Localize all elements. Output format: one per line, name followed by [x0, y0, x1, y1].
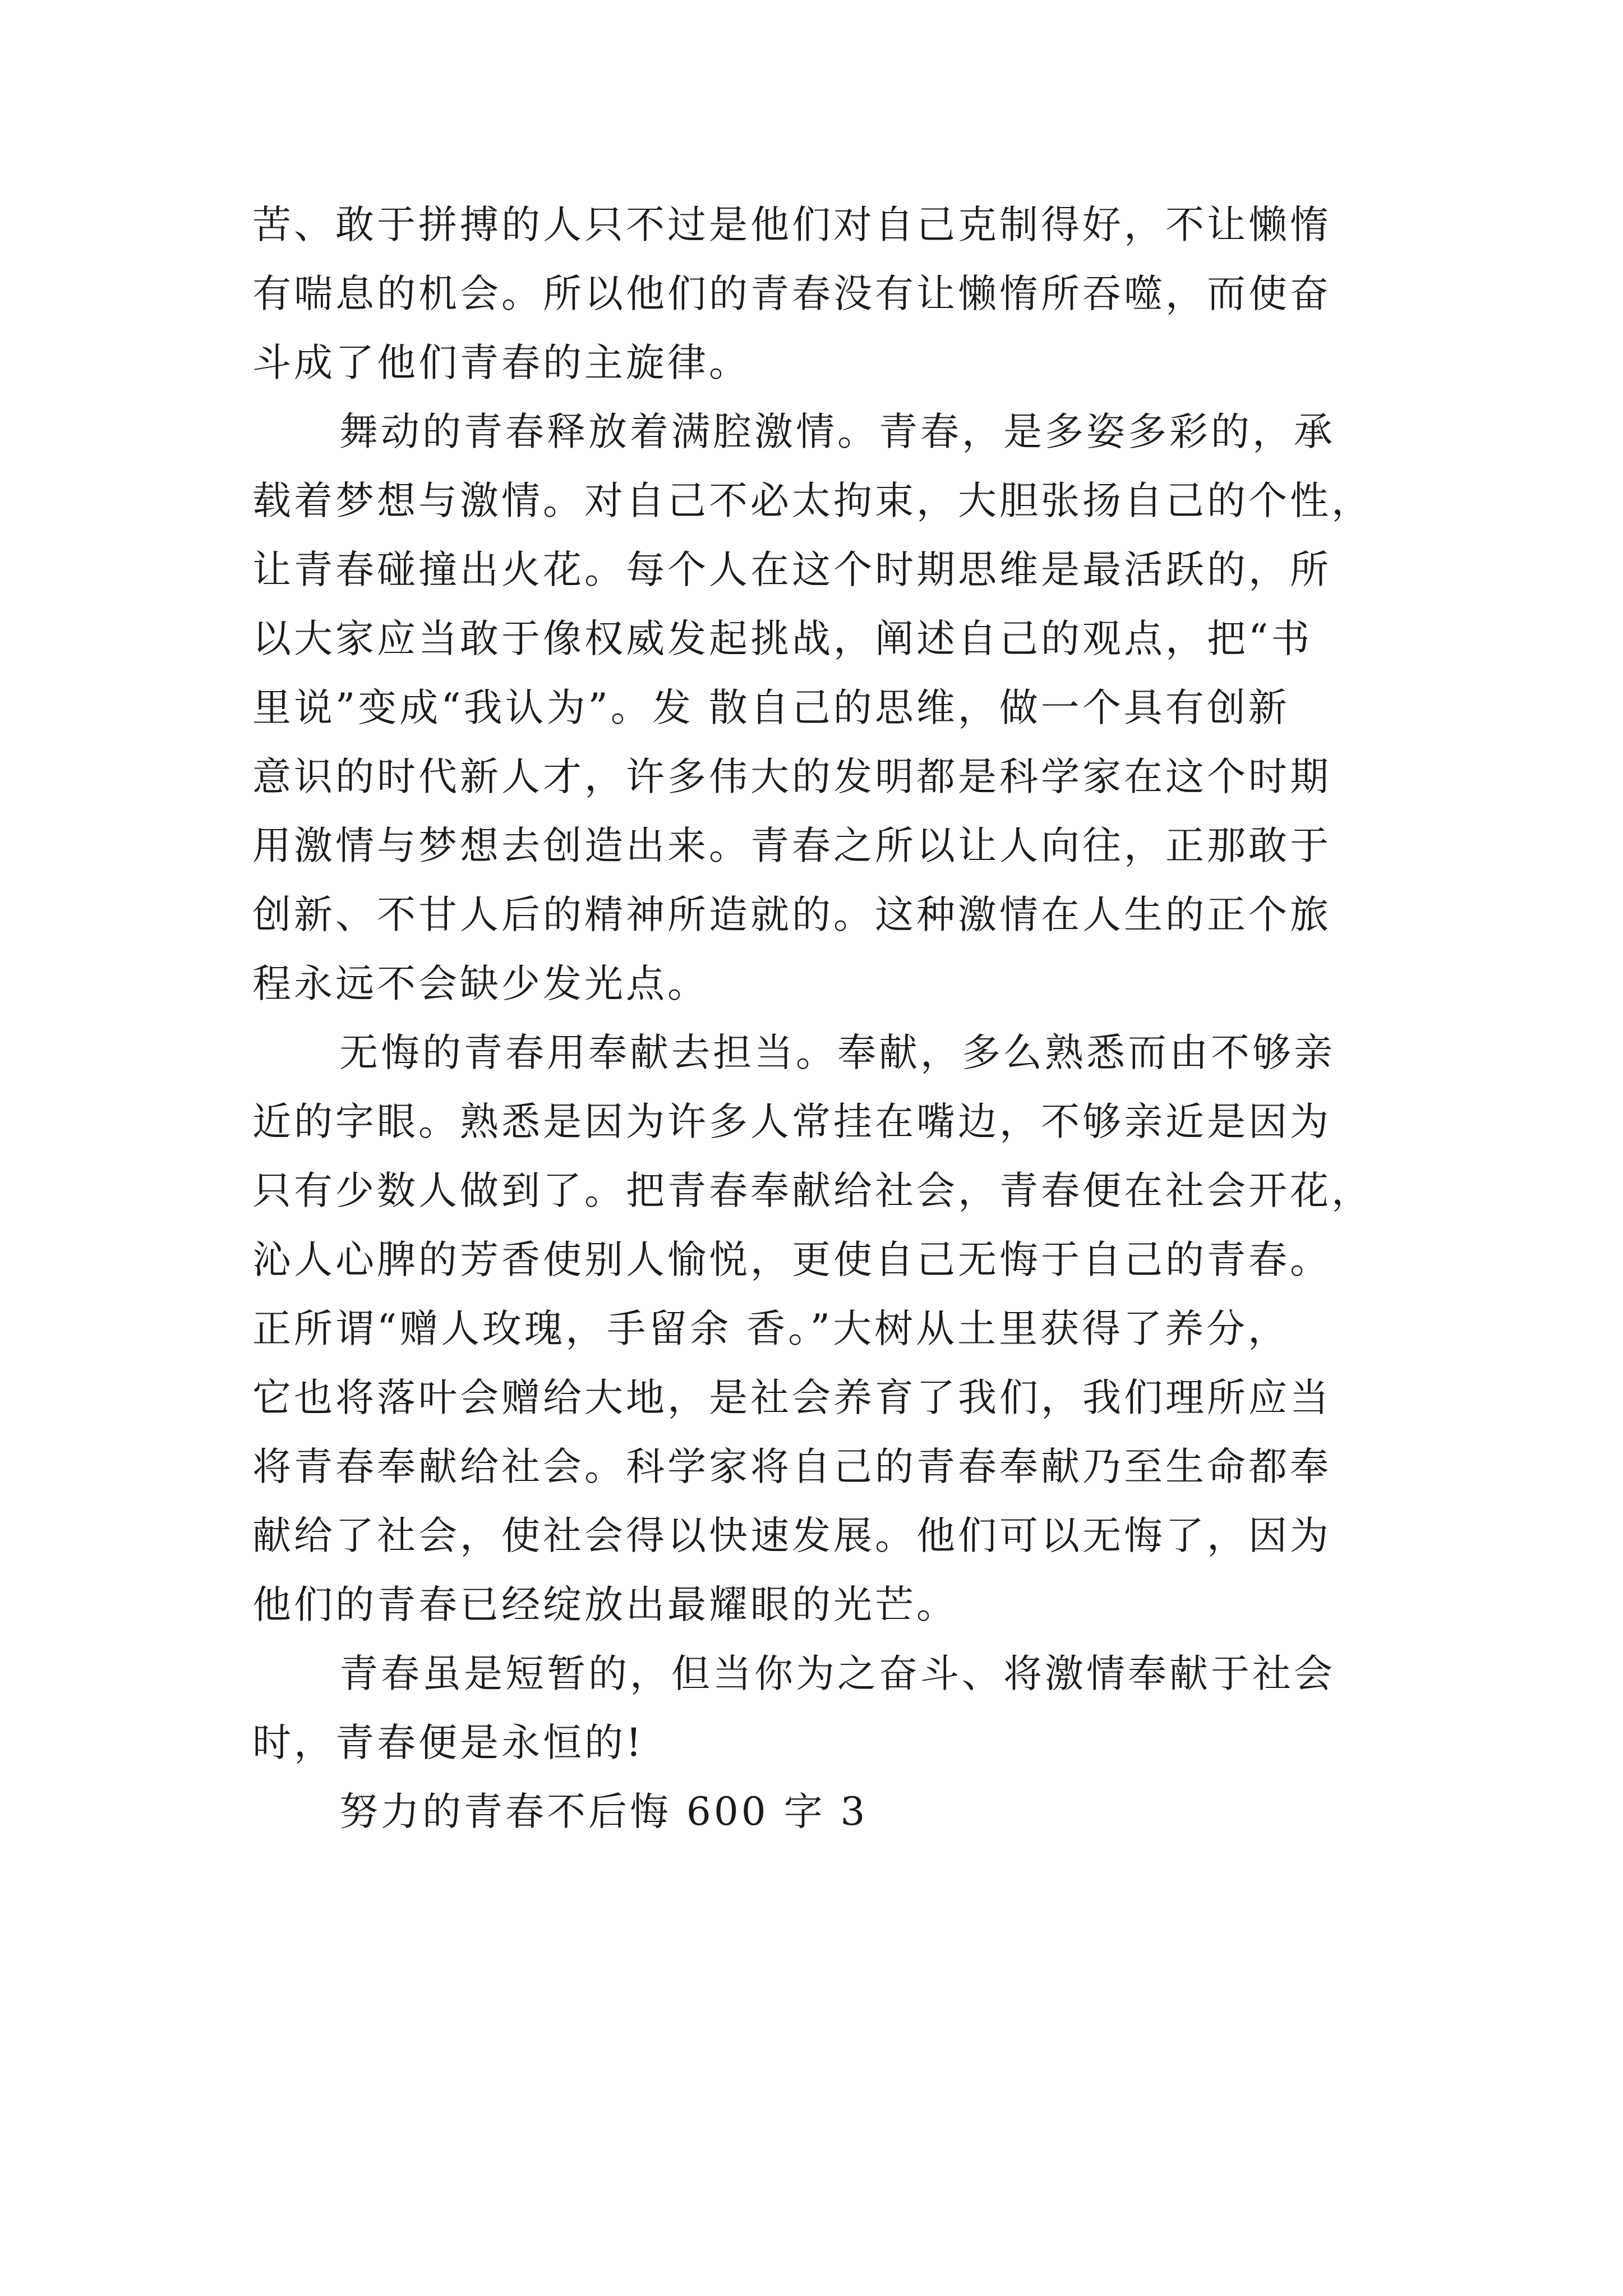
text-line: 用激情与梦想去创造出来。青春之所以让人向往，正那敢于	[252, 823, 1331, 868]
text-line: 近的字眼。熟悉是因为许多人常挂在嘴边，不够亲近是因为	[252, 1099, 1331, 1144]
text-line: 意识的时代新人才，许多伟大的发明都是科学家在这个时期	[252, 754, 1331, 799]
text-line: 将青春奉献给社会。科学家将自己的青春奉献乃至生命都奉	[252, 1444, 1331, 1489]
text-line: 苦、敢于拼搏的人只不过是他们对自己克制得好，不让懒惰	[252, 203, 1331, 247]
text-line: 让青春碰撞出火花。每个人在这个时期思维是最活跃的，所	[252, 547, 1331, 592]
text-line: 有喘息的机会。所以他们的青春没有让懒惰所吞噬，而使奋	[252, 272, 1331, 316]
text-line: 载着梦想与激情。对自己不必太拘束，大胆张扬自己的个性，	[252, 478, 1373, 523]
document-body	[252, 191, 1396, 1847]
text-line: 程永远不会缺少发光点。	[252, 961, 709, 1006]
text-line: 时，青春便是永恒的!	[252, 1720, 644, 1765]
text-line: 他们的青春已经绽放出最耀眼的光芒。	[252, 1582, 958, 1627]
text-line: 以大家应当敢于像权威发起挑战，阐述自己的观点，把“书	[252, 616, 1313, 661]
text-line: 只有少数人做到了。把青春奉献给社会，青春便在社会开花，	[252, 1168, 1373, 1213]
text-line: 献给了社会，使社会得以快速发展。他们可以无悔了，因为	[252, 1513, 1331, 1558]
text-line: 创新、不甘人后的精神所造就的。这种激情在人生的正个旅	[252, 892, 1331, 937]
text-line: 斗成了他们青春的主旋律。	[252, 341, 750, 385]
paragraph-start-line: 无悔的青春用奉献去担当。奉献，多么熟悉而由不够亲	[339, 1030, 1335, 1075]
text-line: 里说”变成“我认为”。发 散自己的思维，做一个具有创新	[252, 685, 1290, 730]
text-line: 它也将落叶会赠给大地，是社会养育了我们，我们理所应当	[252, 1375, 1331, 1420]
text-line: 沁人心脾的芳香使别人愉悦，更使自己无悔于自己的青春。	[252, 1237, 1331, 1282]
paragraph-start-line: 舞动的青春释放着满腔激情。青春，是多姿多彩的，承	[339, 409, 1335, 454]
text-line: 正所谓“赠人玫瑰，手留余 香。”大树从土里获得了养分，	[252, 1306, 1289, 1351]
section-heading: 努力的青春不后悔 600 字 3	[339, 1789, 868, 1834]
paragraph-start-line: 青春虽是短暂的，但当你为之奋斗、将激情奉献于社会	[339, 1651, 1335, 1696]
